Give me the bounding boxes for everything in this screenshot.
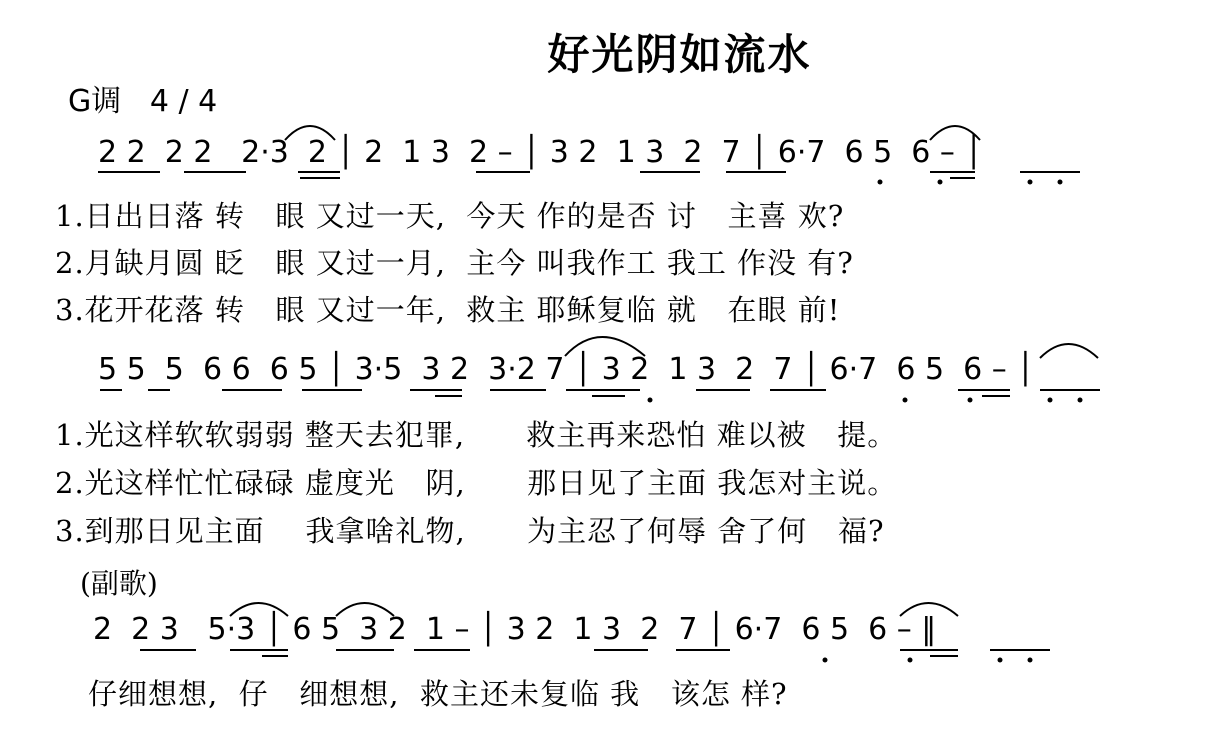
- octave-dot: [1078, 398, 1083, 403]
- slur-mark: [285, 126, 335, 140]
- octave-dot: [1048, 398, 1053, 403]
- slur-mark: [900, 603, 958, 616]
- octave-dot: [648, 398, 653, 403]
- key-signature: G调 4 / 4: [68, 84, 218, 119]
- slur-mark: [930, 126, 980, 140]
- octave-dot: [823, 658, 828, 663]
- lyrics-line-2-verse-1: 1.光这样软软弱弱 整天去犯罪, 救主再来恐怕 难以被 提。: [55, 418, 898, 452]
- chorus-label: (副歌): [80, 567, 158, 600]
- lyrics-line-2-verse-2: 2.光这样忙忙碌碌 虚度光 阴, 那日见了主面 我怎对主说。: [55, 466, 898, 500]
- octave-dot: [998, 658, 1003, 663]
- lyrics-line-2-verse-3: 3.到那日见主面 我拿啥礼物, 为主忍了何辱 舍了何 福?: [55, 514, 885, 548]
- lyrics-line-1-verse-3: 3.花开花落 转 眼 又过一年, 救主 耶稣复临 就 在眼 前!: [55, 293, 841, 327]
- song-title: 好光阴如流水: [547, 30, 812, 79]
- notes-line-2: 5 5 5 6 6 6 5 │ 3·5 3 2 3·2 7 │ 3 2 1 3 2 7 │ 6·7 6 5 6 – │: [98, 352, 1035, 387]
- slur-mark: [565, 337, 645, 356]
- octave-dot: [938, 180, 943, 185]
- lyrics-line-3-chorus: 仔细想想, 仔 细想想, 救主还未复临 我 该怎 样?: [88, 677, 788, 711]
- slur-mark: [1040, 344, 1098, 358]
- octave-dot: [1058, 180, 1063, 185]
- octave-dot: [908, 658, 913, 663]
- octave-dot: [1028, 658, 1033, 663]
- octave-dot: [878, 180, 883, 185]
- lyrics-line-1-verse-1: 1.日出日落 转 眼 又过一天, 今天 作的是否 讨 主喜 欢?: [55, 199, 845, 233]
- octave-dot: [1028, 180, 1033, 185]
- octave-dot: [903, 398, 908, 403]
- notes-line-1: 2 2 2 2 2·3 2 │ 2 1 3 2 – │ 3 2 1 3 2 7 │ 6·7 6 5 6 – │: [98, 135, 983, 170]
- slur-mark: [230, 603, 288, 616]
- octave-dot: [968, 398, 973, 403]
- notes-line-3: 2 2 3 5·3 │ 6 5 3 2 1 – │ 3 2 1 3 2 7 │ 6·7 6 5 6 – ‖: [93, 612, 937, 647]
- slur-mark: [336, 603, 394, 616]
- lyrics-line-1-verse-2: 2.月缺月圆 眨 眼 又过一月, 主今 叫我作工 我工 作没 有?: [55, 246, 854, 280]
